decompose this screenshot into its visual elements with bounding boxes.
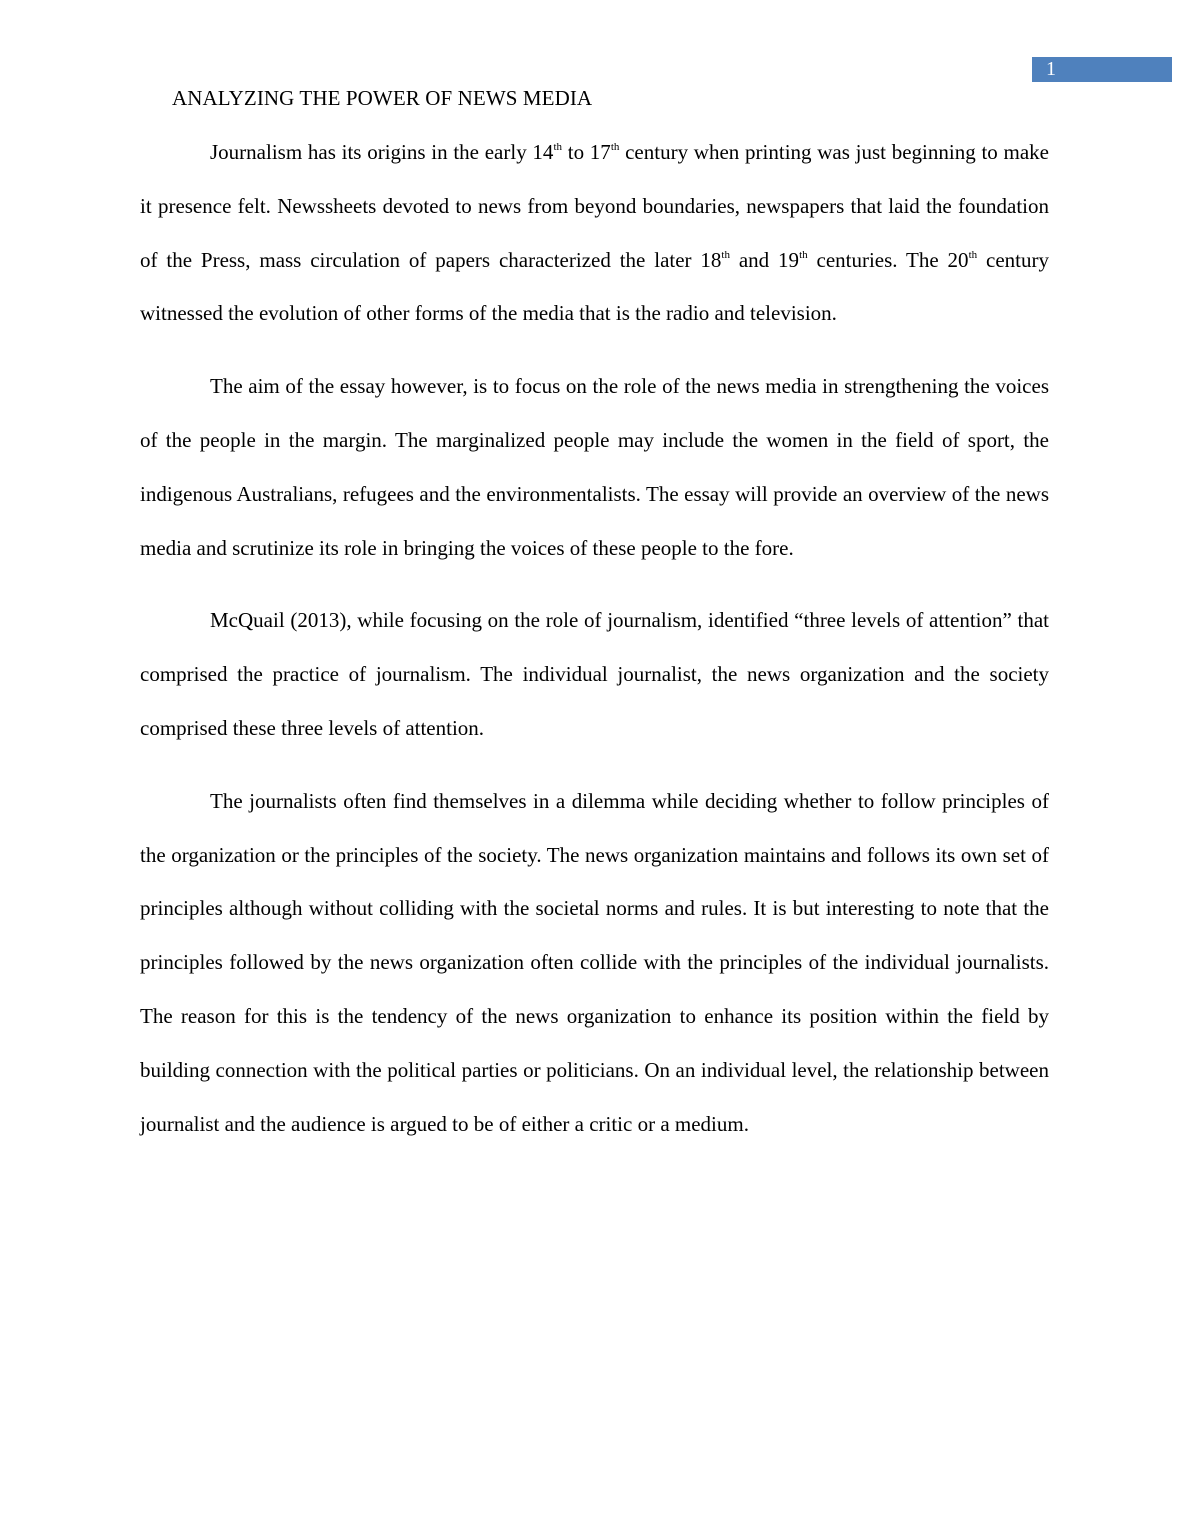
- paragraph-1-text-6: century witnessed the evolution of other forms of the media that is the radio and television.: [140, 247, 1049, 326]
- paragraph-1-text-3: century when printing was just beginning to make it presence felt. Newssheets devoted to news from beyond boundaries, newspapers that laid the foundation of the Press, mass circulation of papers characterized the later 18: [140, 140, 1049, 272]
- superscript-th: th: [553, 141, 562, 153]
- paragraph-1-text-2: to 17: [562, 140, 611, 164]
- paragraph-1-text-1: Journalism has its origins in the early 14: [210, 140, 554, 164]
- paragraph-1-text-5: centuries. The 20: [807, 247, 969, 272]
- paragraph-essay-aim: The aim of the essay however, is to focus on the role of the news media in strengthening the voices of the people in the margin. The marginalized people may include the women in the field of sport, the indigenous Australians, refugees and the environmentalists. The essay will provide an overview of the news media and scrutinize its role in bringing the voices of these people to the fore.: [140, 374, 1049, 560]
- superscript-th: th: [721, 248, 730, 261]
- document-body: [140, 126, 1049, 1170]
- page-number: 1: [1046, 58, 1056, 80]
- superscript-th: th: [799, 248, 808, 261]
- paragraph-1-text-4: and 19: [729, 247, 800, 272]
- paragraph-mcquail-levels: McQuail (2013), while focusing on the role of journalism, identified “three levels of attention” that comprised the practice of journalism. The individual journalist, the news organization and the society comprised these three levels of attention.: [140, 608, 1049, 740]
- page-number-box: [1032, 57, 1172, 82]
- superscript-th: th: [610, 141, 620, 153]
- paragraph-journalism-origins: [140, 126, 1049, 341]
- running-header-title: ANALYZING THE POWER OF NEWS MEDIA: [172, 86, 593, 110]
- superscript-th: th: [968, 248, 978, 261]
- paragraph-journalist-dilemma: The journalists often find themselves in a dilemma while deciding whether to follow principles of the organization or the principles of the society. The news organization maintains and follows its own set of principles although without colliding with the societal norms and rules. It is but interesting to note that the principles followed by the news organization often collide with the principles of the individual journalists. The reason for this is the tendency of the news organization to enhance its position within the field by building connection with the political parties or politicians. On an individual level, the relationship between journalist and the audience is argued to be of either a critic or a medium.: [140, 788, 1049, 1136]
